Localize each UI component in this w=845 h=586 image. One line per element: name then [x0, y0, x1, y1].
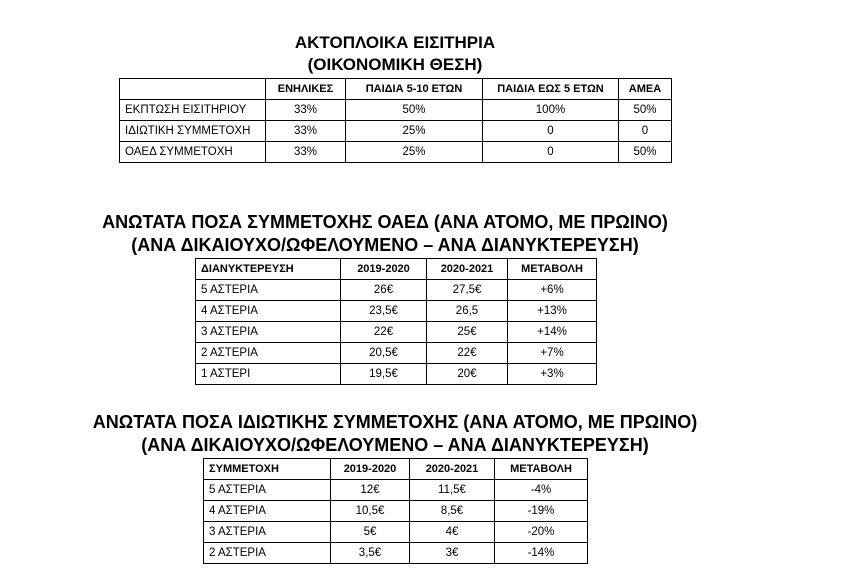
title-line: ΑΝΩΤΑΤΑ ΠΟΣΑ ΣΥΜΜΕΤΟΧΗΣ ΟΑΕΔ (ΑΝΑ ΑΤΟΜΟ, ΜΕ ΠΡΩΙΝΟ) — [102, 212, 668, 232]
table-cell: -20% — [495, 522, 588, 543]
row-label: 1 ΑΣΤΕΡΙ — [196, 364, 341, 385]
table-cell: 25% — [346, 121, 483, 142]
column-header: ΣΥΜΜΕΤΟΧΗ — [204, 459, 331, 480]
table-cell: 22€ — [341, 322, 427, 343]
table-cell: 25€ — [427, 322, 508, 343]
private-limits-table — [203, 458, 588, 564]
table-cell: -4% — [495, 480, 588, 501]
column-header: ΜΕΤΑΒΟΛΗ — [495, 459, 588, 480]
title-line: ΑΚΤΟΠΛΟΙΚΑ ΕΙΣΙΤΗΡΙΑ — [294, 33, 496, 52]
column-header — [120, 79, 266, 100]
column-header: 2020-2021 — [410, 459, 495, 480]
table-cell: 0 — [483, 142, 619, 163]
table-row — [204, 543, 588, 564]
table-cell: 0 — [483, 121, 619, 142]
table-header-row — [204, 459, 588, 480]
row-label: 4 ΑΣΤΕΡΙΑ — [204, 501, 331, 522]
table-row — [120, 100, 672, 121]
table-cell: 5€ — [331, 522, 410, 543]
table-row — [120, 142, 672, 163]
table-cell: +7% — [508, 343, 597, 364]
table-cell: +3% — [508, 364, 597, 385]
row-label: 5 ΑΣΤΕΡΙΑ — [204, 480, 331, 501]
column-header: ΔΙΑΝΥΚΤΕΡΕΥΣΗ — [196, 259, 341, 280]
table-cell: 20,5€ — [341, 343, 427, 364]
table-header-row — [120, 79, 672, 100]
table-row — [204, 501, 588, 522]
table-row — [204, 480, 588, 501]
table-cell: 25% — [346, 142, 483, 163]
table-cell: 4€ — [410, 522, 495, 543]
table-cell: 33% — [266, 100, 346, 121]
row-label: ΕΚΠΤΩΣΗ ΕΙΣΙΤΗΡΙΟΥ — [120, 100, 266, 121]
table-cell: 50% — [346, 100, 483, 121]
table-cell: 19,5€ — [341, 364, 427, 385]
row-label: 2 ΑΣΤΕΡΙΑ — [204, 543, 331, 564]
column-header: 2019-2020 — [341, 259, 427, 280]
table-cell: 12€ — [331, 480, 410, 501]
table-cell: 33% — [266, 142, 346, 163]
column-header: 2020-2021 — [427, 259, 508, 280]
table-cell: 22€ — [427, 343, 508, 364]
row-label: ΟΑΕΔ ΣΥΜΜΕΤΟΧΗ — [120, 142, 266, 163]
table-cell: 8,5€ — [410, 501, 495, 522]
table-row — [196, 343, 597, 364]
title-line: (ΑΝΑ ΔΙΚΑΙΟΥΧΟ/ΩΦΕΛΟΥΜΕΝΟ – ΑΝΑ ΔΙΑΝΥΚΤΕΡΕΥΣΗ) — [141, 435, 649, 455]
table-cell: 23,5€ — [341, 301, 427, 322]
table-cell: 100% — [483, 100, 619, 121]
title-line: (ΟΙΚΟΝΟΜΙΚΗ ΘΕΣΗ) — [307, 55, 483, 74]
table-row — [204, 522, 588, 543]
column-header: ΑΜΕΑ — [619, 79, 672, 100]
table-cell: 26,5 — [427, 301, 508, 322]
ferry-tickets-title — [0, 32, 790, 76]
title-line: (ΑΝΑ ΔΙΚΑΙΟΥΧΟ/ΩΦΕΛΟΥΜΕΝΟ – ΑΝΑ ΔΙΑΝΥΚΤΕΡΕΥΣΗ) — [131, 235, 639, 255]
table-cell: 50% — [619, 100, 672, 121]
table-cell: -19% — [495, 501, 588, 522]
row-label: 5 ΑΣΤΕΡΙΑ — [196, 280, 341, 301]
oaed-limits-title — [0, 211, 770, 257]
table-row — [196, 364, 597, 385]
row-label: 2 ΑΣΤΕΡΙΑ — [196, 343, 341, 364]
table-header-row — [196, 259, 597, 280]
table-cell: +13% — [508, 301, 597, 322]
column-header: ΠΑΙΔΙΑ 5-10 ΕΤΩΝ — [346, 79, 483, 100]
row-label: ΙΔΙΩΤΙΚΗ ΣΥΜΜΕΤΟΧΗ — [120, 121, 266, 142]
table-cell: 50% — [619, 142, 672, 163]
column-header: ΜΕΤΑΒΟΛΗ — [508, 259, 597, 280]
column-header: ΕΝΗΛΙΚΕΣ — [266, 79, 346, 100]
private-limits-title — [0, 411, 790, 457]
column-header: 2019-2020 — [331, 459, 410, 480]
table-cell: 10,5€ — [331, 501, 410, 522]
table-cell: 11,5€ — [410, 480, 495, 501]
table-cell: -14% — [495, 543, 588, 564]
table-row — [196, 322, 597, 343]
table-cell: 0 — [619, 121, 672, 142]
row-label: 3 ΑΣΤΕΡΙΑ — [204, 522, 331, 543]
table-cell: 3€ — [410, 543, 495, 564]
table-cell: 26€ — [341, 280, 427, 301]
table-cell: 27,5€ — [427, 280, 508, 301]
column-header: ΠΑΙΔΙΑ ΕΩΣ 5 ΕΤΩΝ — [483, 79, 619, 100]
row-label: 4 ΑΣΤΕΡΙΑ — [196, 301, 341, 322]
table-row — [196, 280, 597, 301]
ferry-tickets-table — [119, 78, 672, 163]
table-row — [120, 121, 672, 142]
table-cell: +6% — [508, 280, 597, 301]
table-cell: +14% — [508, 322, 597, 343]
table-cell: 33% — [266, 121, 346, 142]
row-label: 3 ΑΣΤΕΡΙΑ — [196, 322, 341, 343]
table-row — [196, 301, 597, 322]
title-line: ΑΝΩΤΑΤΑ ΠΟΣΑ ΙΔΙΩΤΙΚΗΣ ΣΥΜΜΕΤΟΧΗΣ (ΑΝΑ ΑΤΟΜΟ, ΜΕ ΠΡΩΙΝΟ) — [92, 412, 698, 432]
table-cell: 3,5€ — [331, 543, 410, 564]
oaed-limits-table — [195, 258, 597, 385]
table-cell: 20€ — [427, 364, 508, 385]
